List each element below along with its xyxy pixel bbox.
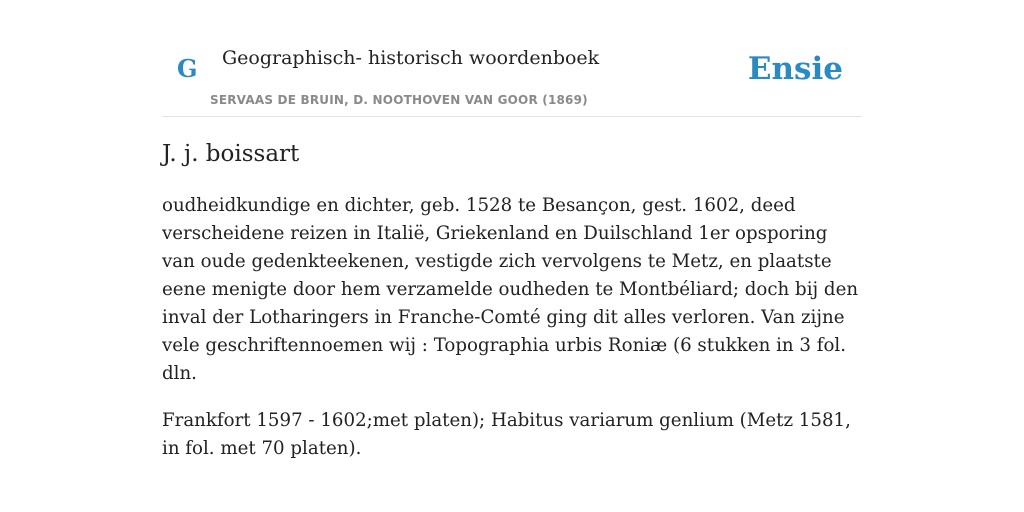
entry-paragraph: Frankfort 1597 - 1602;met platen); Habitus variarum genlium (Metz 1581, in fol. met 70 platen). (162, 410, 851, 459)
entry-body (162, 192, 862, 482)
book-authors: SERVAAS DE BRUIN, D. NOOTHOVEN VAN GOOR (1869) (210, 93, 588, 107)
entry-paragraph: oudheidkundige en dichter, geb. 1528 te Besançon, gest. 1602, deed verscheidene reizen in Italië, Griekenland en Duilschland 1er opsporing van oude gedenkteekenen, vestigde zich vervolgens te Metz, en plaatste eene menigte door hem verzamelde oudheden te Montbéliard; doch bij den inval der Lotharingers in Franche-Comté ging dit alles verloren. Van zijne vele geschriftennoemen wij : Topographia urbis Roniæ (6 stukken in 3 fol. dln. (162, 195, 859, 384)
entry-title: J. j. boissart (162, 141, 300, 167)
page-header (162, 30, 862, 117)
ensie-logo[interactable]: Ensie (747, 51, 843, 87)
book-title-link[interactable]: Geographisch- historisch woordenboek (222, 47, 600, 69)
book-logo-letter[interactable]: G (177, 54, 198, 83)
